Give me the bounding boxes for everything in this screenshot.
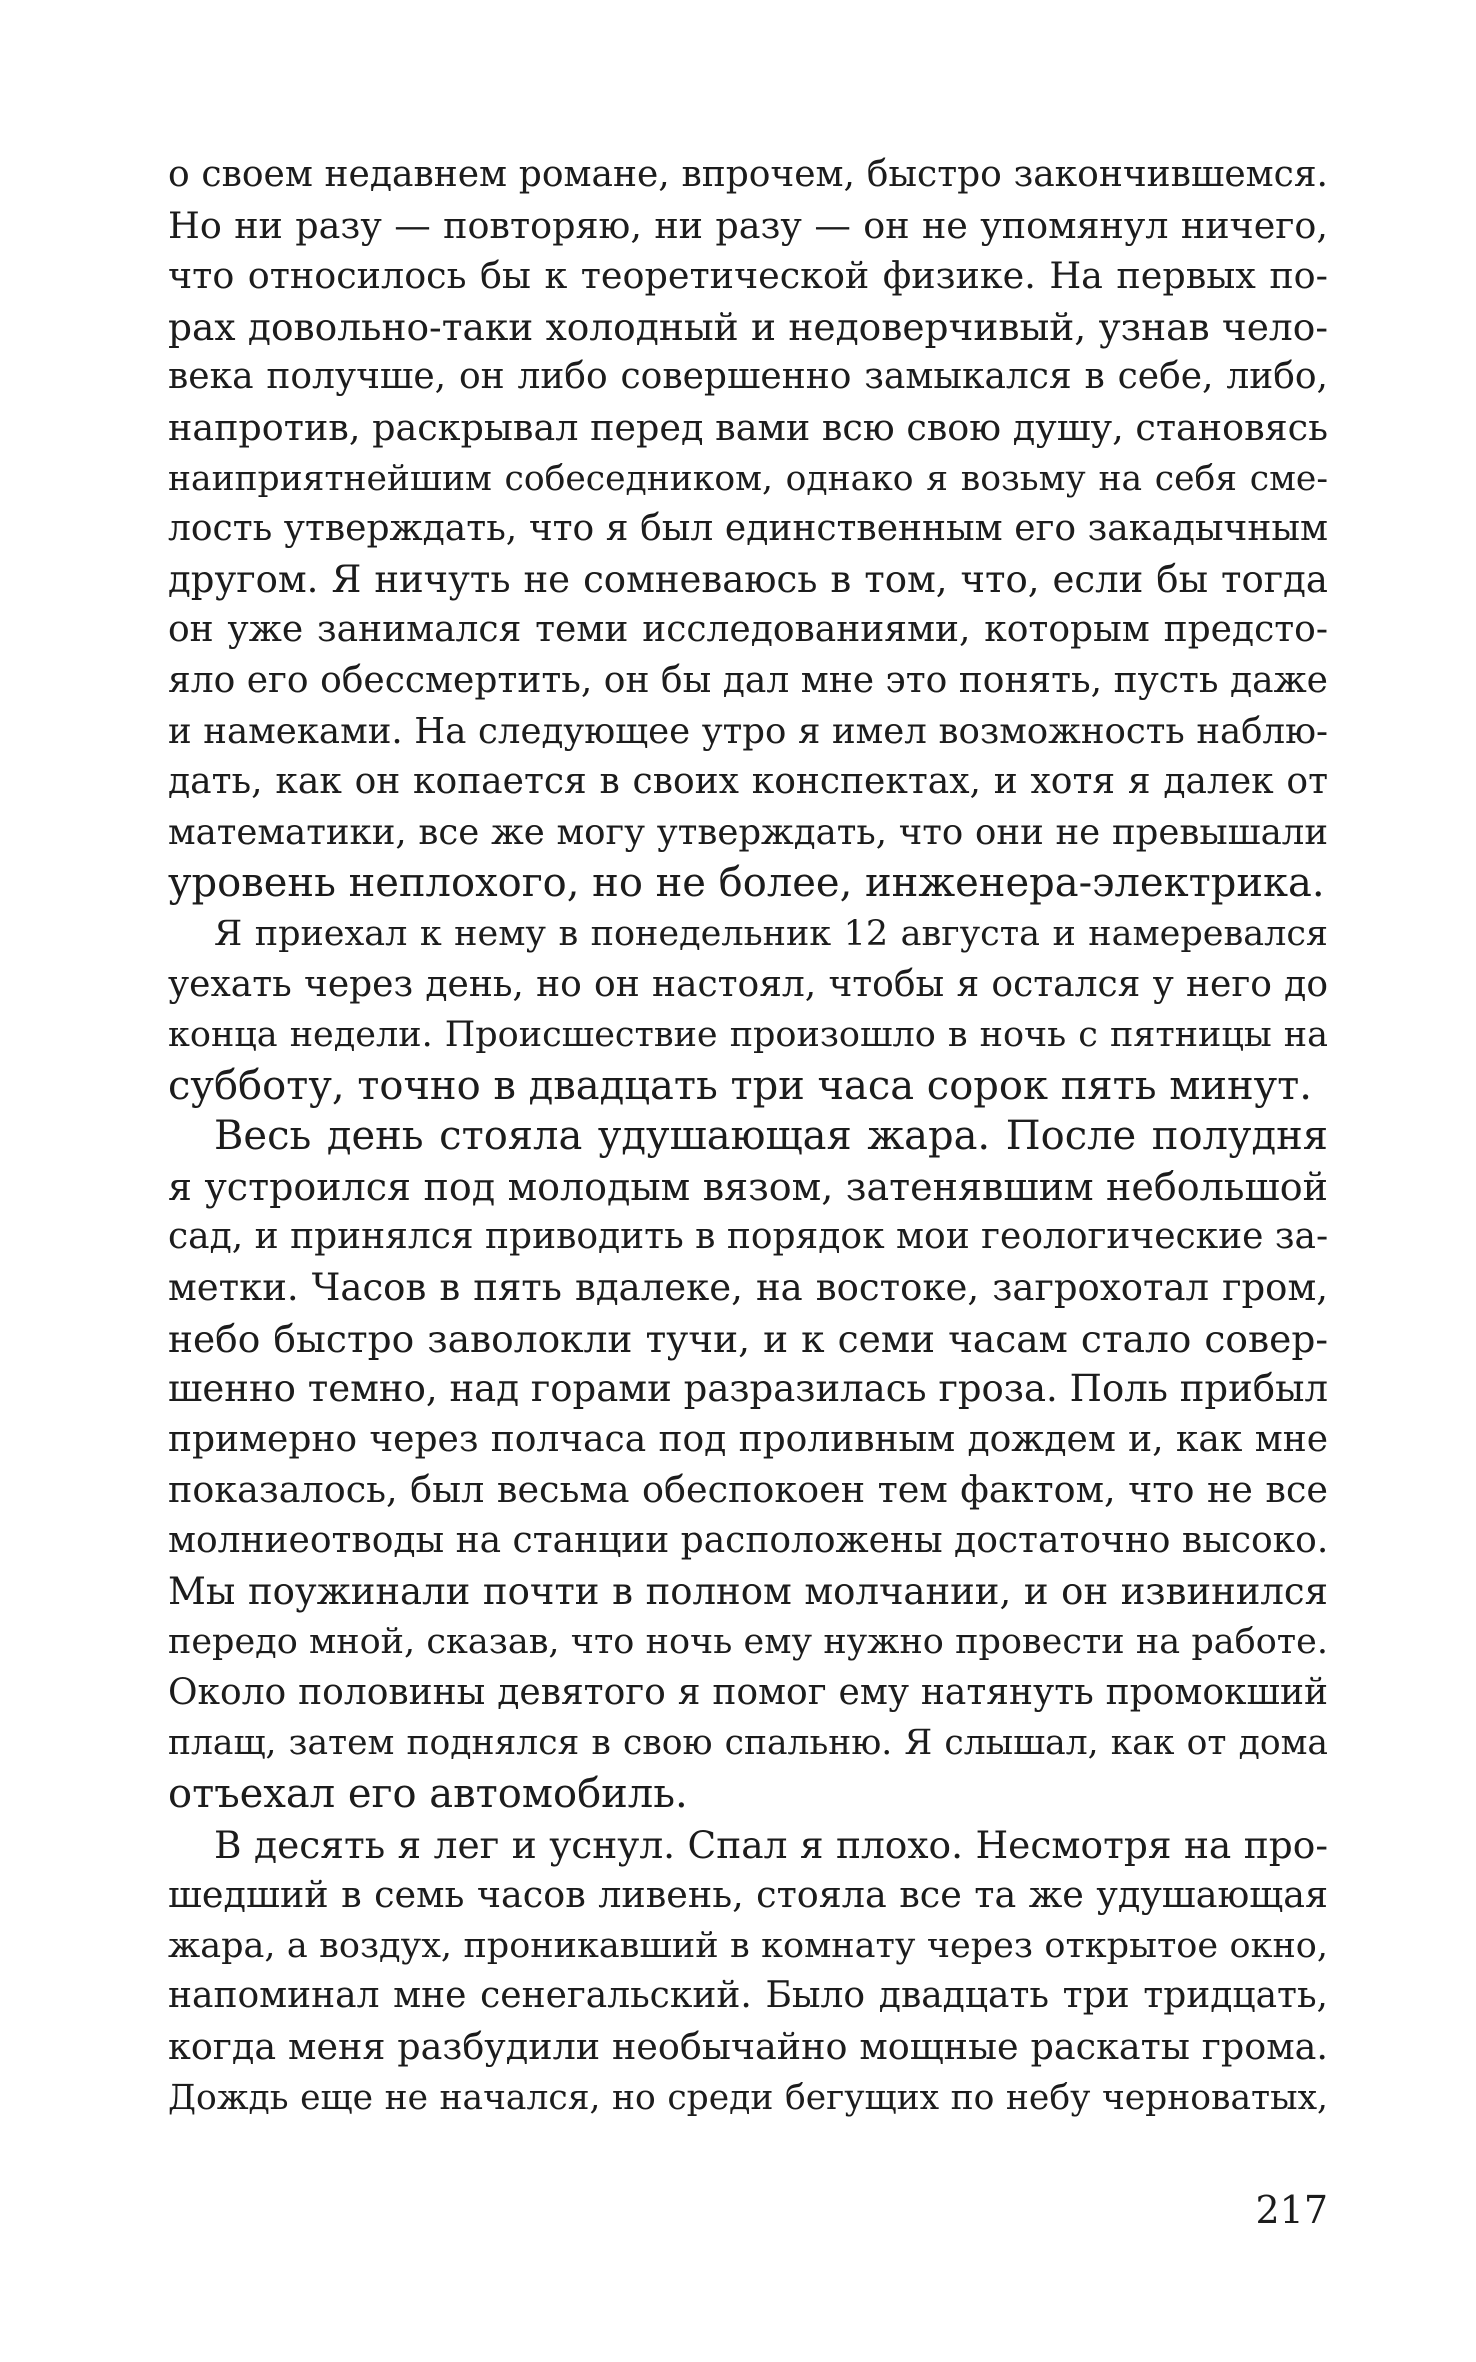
body-text	[168, 150, 1328, 2123]
text-line: уехать через день, но он настоял, чтобы я остался у него до	[168, 963, 1328, 1005]
text-line: напротив, раскрывал перед вами всю свою душу, становясь	[168, 405, 1328, 449]
text-line: Весь день стояла удушающая жара. После полудня	[214, 1113, 1328, 1160]
text-line: лость утверждать, что я был единственным его закадычным	[168, 508, 1328, 550]
text-line: математики, все же могу утверждать, что они не превышали	[168, 811, 1328, 853]
text-line: он уже занимался теми исследованиями, которым предсто-	[168, 609, 1328, 651]
text-line: жара, а воздух, проникавший в комнату через открытое окно,	[168, 1925, 1328, 1966]
text-line: другом. Я ничуть не сомневаюсь в том, что, если бы тогда	[168, 557, 1328, 601]
text-line: напоминал мне сенегальский. Было двадцать три тридцать,	[168, 1975, 1328, 2017]
text-line: когда меня разбудили необычайно мощные раскаты грома.	[168, 2024, 1328, 2068]
page-number: 217	[1255, 2188, 1328, 2232]
paragraph	[168, 1111, 1328, 1819]
text-line: сад, и принялся приводить в порядок мои геологические за-	[168, 1216, 1329, 1258]
paragraph	[168, 909, 1328, 1111]
text-line: Но ни разу — повторяю, ни разу — он не упомянул ничего,	[168, 203, 1328, 247]
text-line: В десять я лег и уснул. Спал я плохо. Несмотря на про-	[214, 1822, 1328, 1867]
text-line: наиприятнейшим собеседником, однако я возьму на себя сме-	[168, 458, 1328, 499]
text-line: Я приехал к нему в понедельник 12 августа и намеревался	[214, 913, 1328, 954]
text-line: субботу, точно в двадцать три часа сорок пять минут.	[168, 1062, 1313, 1109]
text-line: конца недели. Происшествие произошло в ночь с пятницы на	[168, 1015, 1328, 1056]
text-line: яло его обессмертить, он бы дал мне это понять, пусть даже	[168, 659, 1328, 701]
text-line: отъехал его автомобиль.	[168, 1771, 688, 1817]
paragraph	[168, 1820, 1328, 2124]
text-line: Мы поужинали почти в полном молчании, и он извинился	[168, 1569, 1328, 1613]
text-line: и намеками. На следующее утро я имел возможность наблю-	[168, 710, 1328, 752]
text-line: о своем недавнем романе, впрочем, быстро закончившемся.	[168, 154, 1328, 195]
text-line: передо мной, сказав, что ночь ему нужно провести на работе.	[168, 1622, 1328, 1663]
text-line: шенно темно, над горами разразилась гроза. Поль прибыл	[168, 1367, 1328, 1411]
text-line: примерно через полчаса под проливным дождем и, как мне	[168, 1418, 1328, 1460]
paragraph	[168, 150, 1328, 909]
text-line: метки. Часов в пять вдалеке, на востоке, загрохотал гром,	[168, 1266, 1328, 1310]
text-line: небо быстро заволокли тучи, и к семи часам стало совер-	[168, 1316, 1328, 1361]
text-line: дать, как он копается в своих конспектах, и хотя я далек от	[168, 761, 1328, 803]
text-line: шедший в семь часов ливень, стояла все та же удушающая	[168, 1873, 1328, 1917]
text-line: показалось, был весьма обеспокоен тем фактом, что не все	[168, 1468, 1328, 1512]
text-line: я устроился под молодым вязом, затенявшим небольшой	[168, 1164, 1328, 1209]
text-line: уровень неплохого, но не более, инженера-электрика.	[168, 860, 1325, 907]
text-line: плащ, затем поднялся в свою спальню. Я слышал, как от дома	[168, 1723, 1328, 1764]
text-line: рах довольно-таки холодный и недоверчивый, узнав чело-	[168, 304, 1328, 349]
text-line: что относилось бы к теоретической физике. На первых по-	[168, 254, 1328, 298]
text-line: молниеотводы на станции расположены достаточно высоко.	[168, 1520, 1329, 1562]
text-line: Около половины девятого я помог ему натянуть промокший	[168, 1671, 1328, 1713]
text-line: Дождь еще не начался, но среди бегущих по небу черноватых,	[168, 2077, 1328, 2118]
text-line: века получше, он либо совершенно замыкался в себе, либо,	[168, 356, 1328, 398]
